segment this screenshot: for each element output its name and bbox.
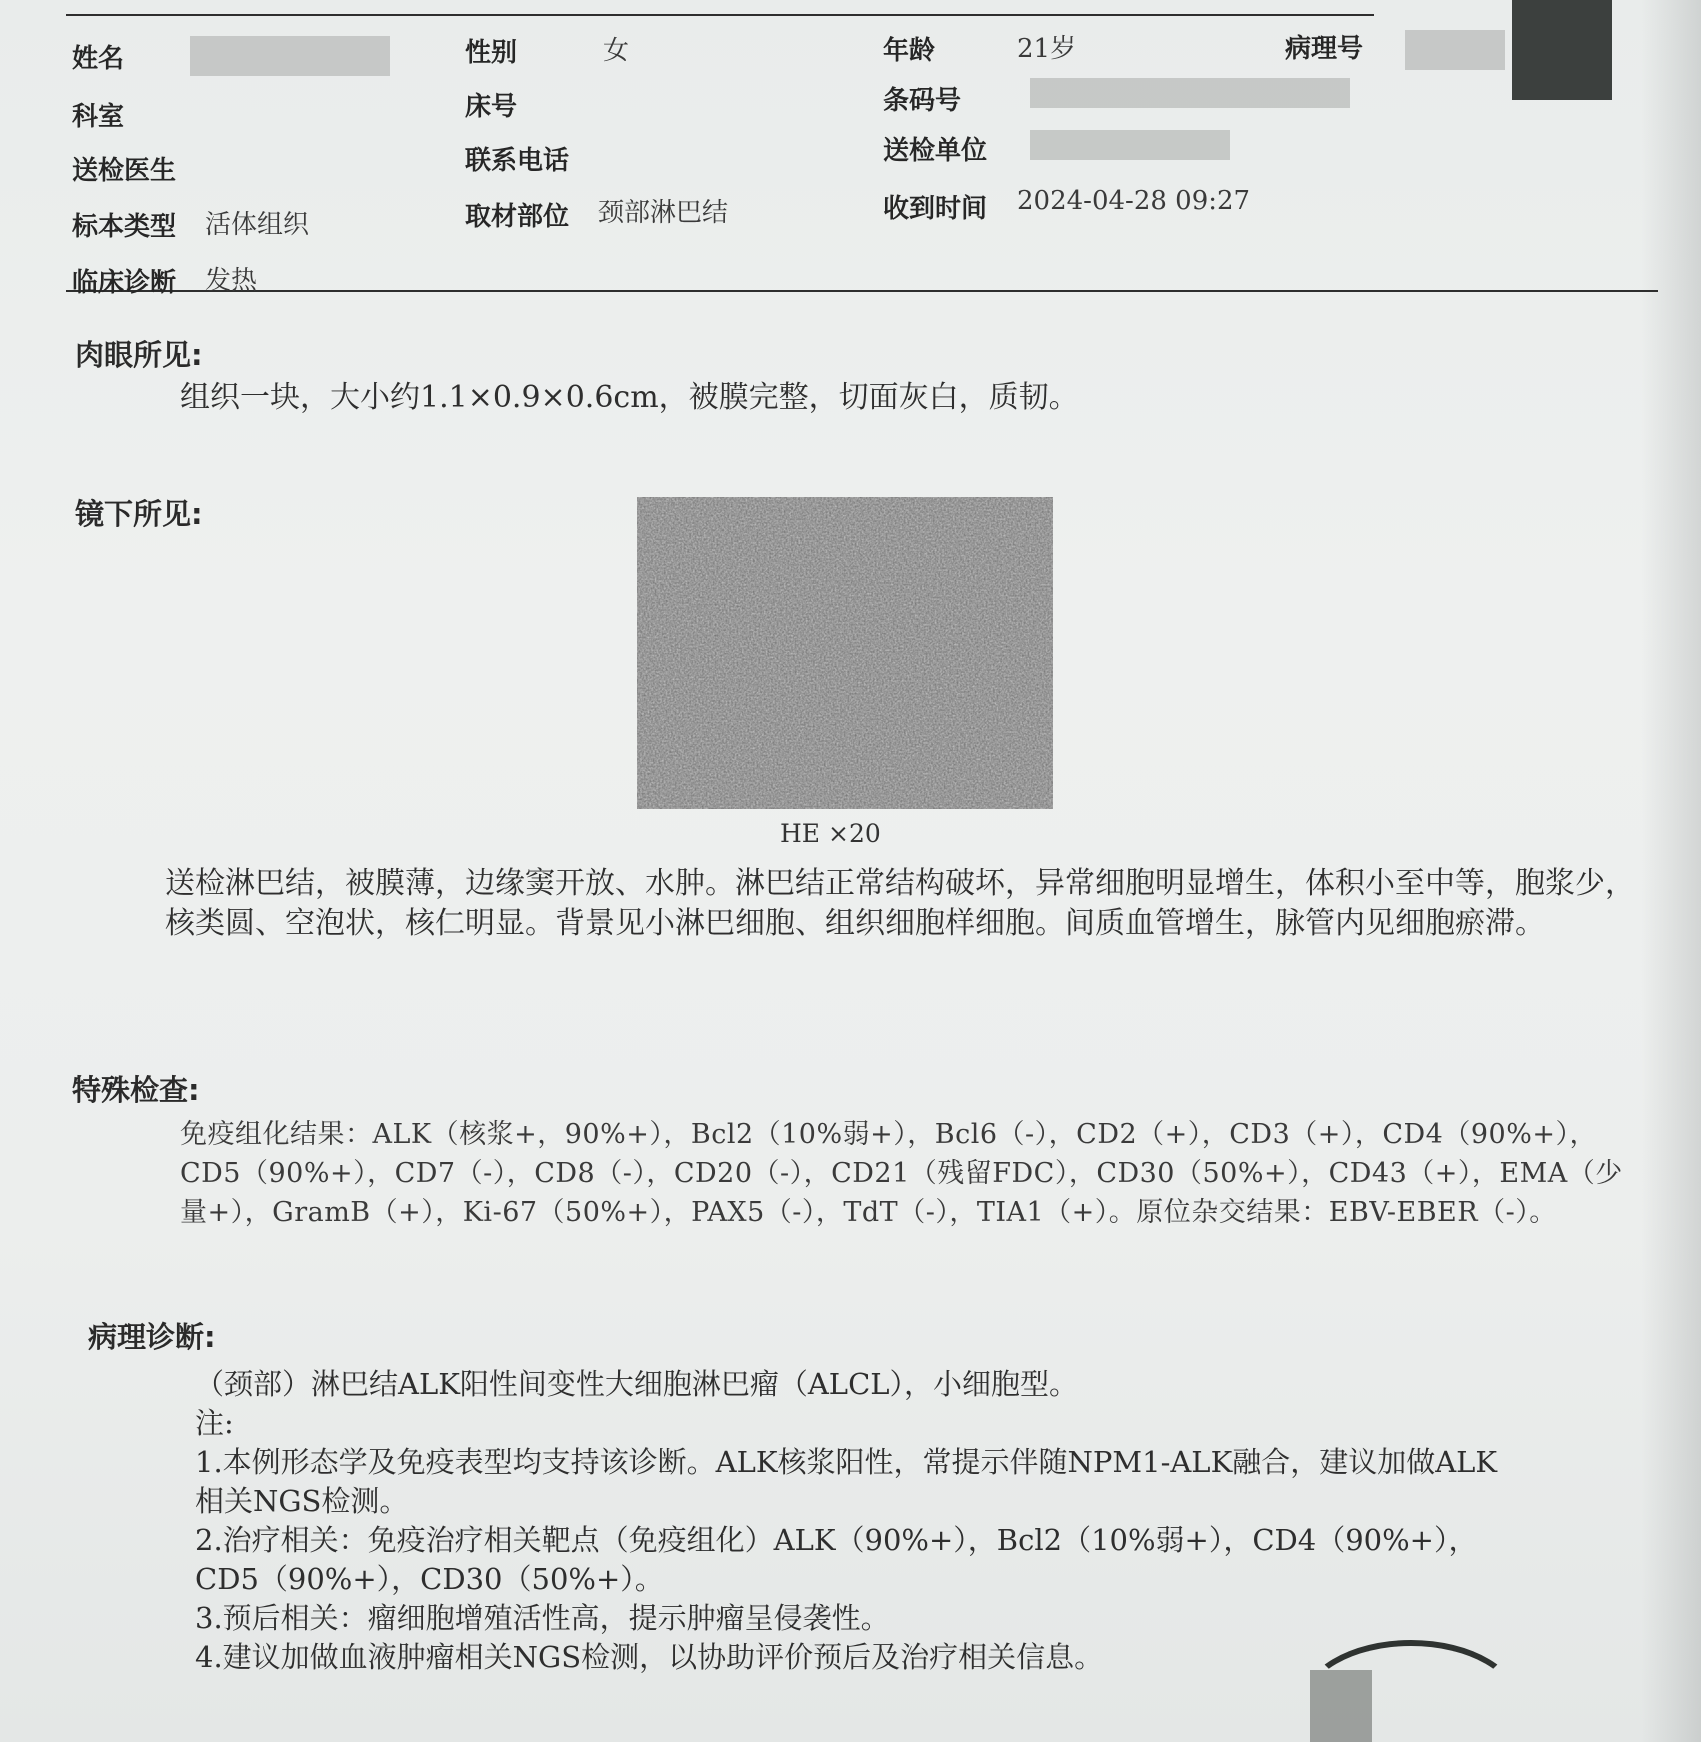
note-1-line-2: 相关NGS检测。	[195, 1484, 409, 1518]
pathology-diagnosis-title: 病理诊断:	[88, 1320, 216, 1354]
redacted-name	[190, 36, 390, 76]
redacted-corner-block	[1512, 0, 1612, 100]
phone-label: 联系电话	[465, 146, 570, 176]
special-exam-title: 特殊检查:	[72, 1073, 200, 1107]
clinical-diagnosis-value: 发热	[205, 266, 258, 296]
specimen-type-value: 活体组织	[205, 210, 310, 240]
redacted-barcode	[1030, 78, 1350, 108]
note-3: 3.预后相关：瘤细胞增殖活性高，提示肿瘤呈侵袭性。	[195, 1601, 890, 1635]
page-shadow	[1641, 0, 1701, 1742]
microscopic-title: 镜下所见:	[75, 497, 203, 531]
top-rule	[66, 14, 1374, 16]
age-value: 21岁	[1017, 34, 1077, 64]
department-label: 科室	[72, 102, 125, 132]
clinical-diagnosis-label: 临床诊断	[72, 268, 177, 298]
gender-label: 性别	[465, 38, 518, 68]
microscopy-image	[637, 497, 1053, 809]
microscopic-text: 送检淋巴结，被膜薄，边缘窦开放、水肿。淋巴结正常结构破坏，异常细胞明显增生，体积小至中等，胞浆少，核类圆、空泡状，核仁明显。背景见小淋巴细胞、组织细胞样细胞。间质血管增生，脉管内见细胞瘀滞。	[165, 866, 1635, 941]
received-time-label: 收到时间	[883, 194, 988, 224]
note-4: 4.建议加做血液肿瘤相关NGS检测，以协助评价预后及治疗相关信息。	[195, 1640, 1104, 1674]
gross-text: 组织一块，大小约1.1×0.9×0.6cm，被膜完整，切面灰白，质韧。	[180, 380, 1079, 415]
specimen-type-label: 标本类型	[72, 212, 177, 242]
immunohistochemistry-text: 免疫组化结果：ALK（核浆+，90%+），Bcl2（10%弱+），Bcl6（-），CD2（+），CD3（+），CD4（90%+），CD5（90%+），CD7（-），CD8（-），CD20（-），CD21（残留FDC），CD30（50%+），CD43（+），EMA（少量+），GramB（+），Ki-67（50%+），PAX5（-），TdT（-），TIA1（+）。原位杂交结果：EBV-EBER（-）。	[180, 1119, 1623, 1228]
redacted-pathology-number	[1405, 30, 1505, 70]
note-label: 注:	[195, 1406, 234, 1440]
unit-label: 送检单位	[883, 136, 988, 166]
site-value: 颈部淋巴结	[598, 198, 729, 228]
image-caption: HE ×20	[780, 819, 881, 848]
site-label: 取材部位	[465, 202, 570, 232]
barcode-label: 条码号	[883, 86, 962, 116]
redacted-unit	[1030, 130, 1230, 160]
diagnosis-block	[195, 1365, 1635, 1677]
note-2-line-2: CD5（90%+），CD30（50%+）。	[195, 1562, 664, 1596]
gender-value: 女	[603, 36, 630, 66]
doctor-label: 送检医生	[72, 156, 177, 186]
name-label: 姓名	[72, 44, 125, 74]
note-1-line-1: 1.本例形态学及免疫表型均支持该诊断。ALK核浆阳性，常提示伴随NPM1-ALK融合，建议加做ALK	[195, 1445, 1498, 1479]
diagnosis-main: （颈部）淋巴结ALK阳性间变性大细胞淋巴瘤（ALCL），小细胞型。	[195, 1367, 1079, 1401]
pathology-number-label: 病理号	[1285, 34, 1364, 64]
received-time-value: 2024-04-28 09:27	[1017, 186, 1251, 216]
bed-label: 床号	[465, 92, 518, 122]
redacted-stamp	[1310, 1670, 1372, 1742]
age-label: 年龄	[883, 36, 936, 66]
header-bottom-rule	[66, 290, 1658, 292]
gross-title: 肉眼所见:	[75, 338, 203, 372]
note-2-line-1: 2.治疗相关：免疫治疗相关靶点（免疫组化）ALK（90%+），Bcl2（10%弱+），CD4（90%+），	[195, 1523, 1478, 1557]
